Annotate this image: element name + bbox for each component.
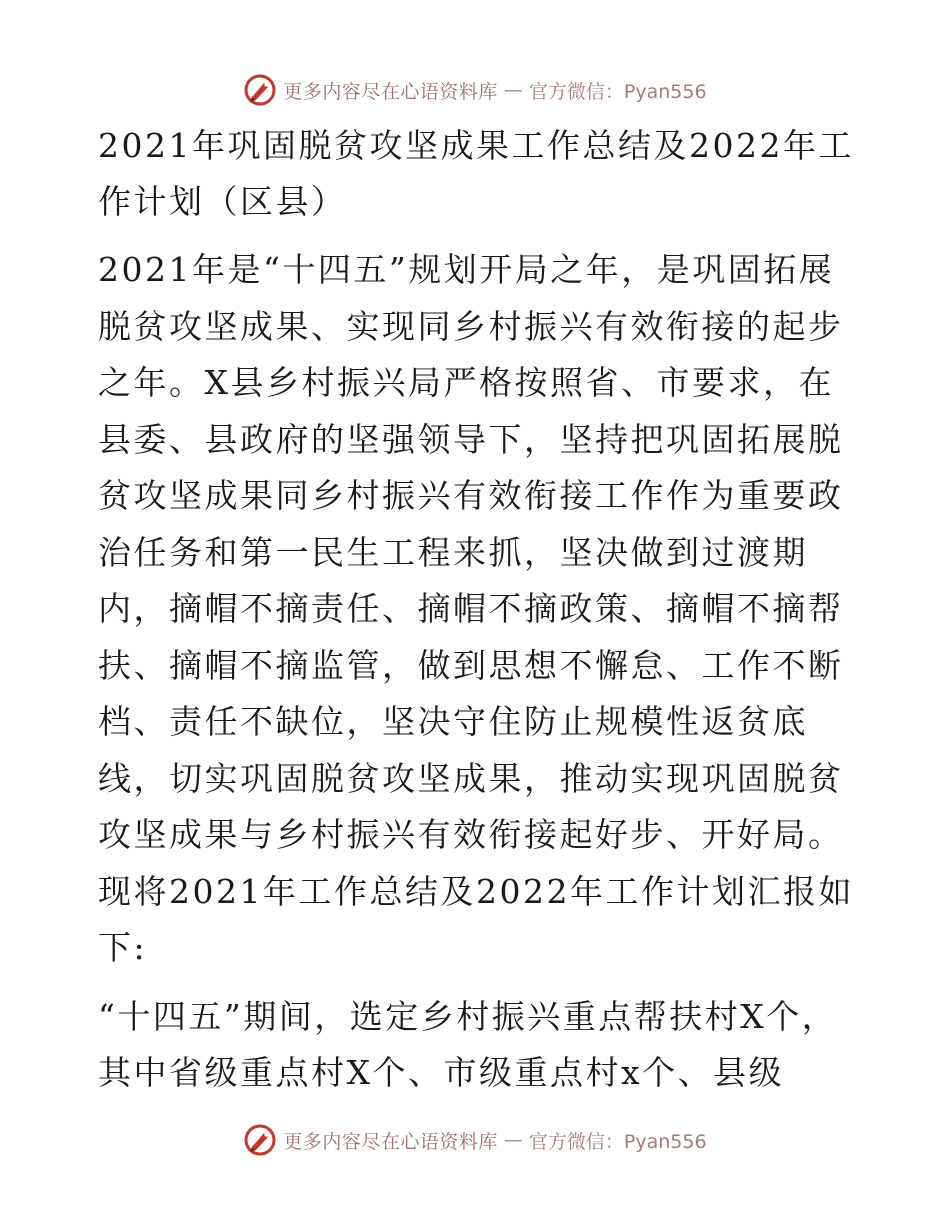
- pen-nib-logo-icon: [243, 73, 277, 107]
- header-watermark: [0, 70, 950, 110]
- document-body: [98, 118, 858, 1114]
- watermark-dash: —: [503, 1129, 523, 1151]
- paragraph-villages: “十四五”期间，选定乡村振兴重点帮扶村X个，其中省级重点村X个、市级重点村x个、县级: [98, 996, 838, 1092]
- document-title: 2021年巩固脱贫攻坚成果工作总结及2022年工作计划（区县）: [98, 126, 854, 221]
- pen-nib-logo-icon: [243, 1123, 277, 1157]
- watermark-text: 更多内容尽在心语资料库: [283, 1130, 498, 1153]
- footer-watermark: [0, 1120, 950, 1160]
- watermark-dash: —: [503, 79, 523, 101]
- watermark-text: 更多内容尽在心语资料库: [283, 80, 498, 103]
- watermark-contact: 官方微信：Pyan556: [528, 80, 707, 103]
- watermark-contact: 官方微信：Pyan556: [528, 1130, 707, 1153]
- paragraph-intro: 2021年是“十四五”规划开局之年，是巩固拓展脱贫攻坚成果、实现同乡村振兴有效衔接的起步之年。X县乡村振兴局严格按照省、市要求，在县委、县政府的坚强领导下，坚持把巩固拓展脱贫攻坚成果同乡村振兴有效衔接工作作为重要政治任务和第一民生工程来抓，坚决做到过渡期内，摘帽不摘责任、摘帽不摘政策、摘帽不摘帮扶、摘帽不摘监管，做到思想不懈怠、工作不断档、责任不缺位，坚决守住防止规模性返贫底线，切实巩固脱贫攻坚成果，推动实现巩固脱贫攻坚成果与乡村振兴有效衔接起好步、开好局。现将2021年工作总结及2022年工作计划汇报如下:: [98, 250, 854, 967]
